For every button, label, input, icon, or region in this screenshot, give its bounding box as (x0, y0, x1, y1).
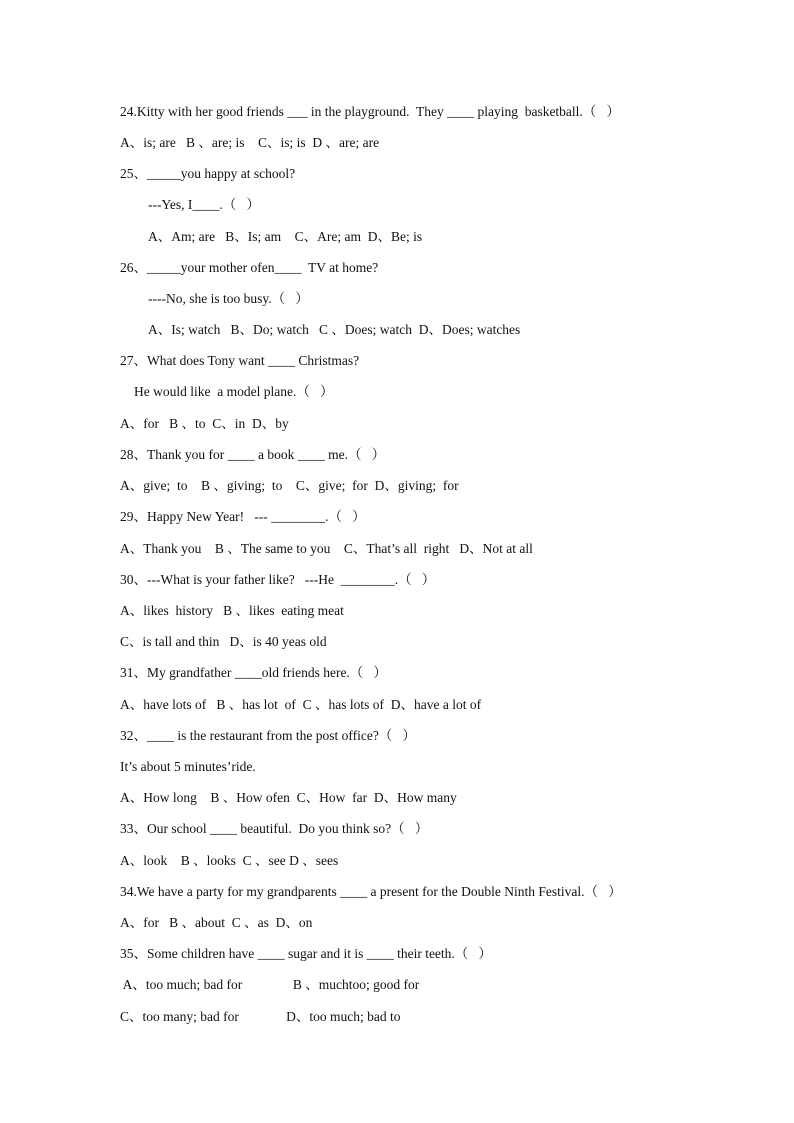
options-25: A、Am; are B、Is; am C、Are; am D、Be; is (148, 229, 423, 244)
options-34: A、for B 、about C 、as D、on (120, 915, 313, 930)
question-26: 26、_____your mother ofen____ TV at home? (120, 260, 379, 275)
question-29: 29、Happy New Year! --- ________.（ ） (120, 509, 366, 524)
question-25: 25、_____you happy at school? (120, 166, 296, 181)
question-24: 24.Kitty with her good friends ___ in the playground. They ____ playing basketball.（ ） (120, 104, 620, 119)
answer-prompt-27: He would like a model plane.（ ） (134, 384, 334, 399)
options-30-ab: A、likes history B 、likes eating meat (120, 603, 344, 618)
question-35: 35、Some children have ____ sugar and it is ____ their teeth.（ ） (120, 946, 492, 961)
answer-prompt-32: It’s about 5 minutes’ride. (120, 759, 256, 774)
options-32: A、How long B 、How ofen C、How far D、How many (120, 790, 457, 805)
options-30-cd: C、is tall and thin D、is 40 yeas old (120, 634, 327, 649)
options-33: A、look B 、looks C 、see D 、sees (120, 853, 339, 868)
options-27: A、for B 、to C、in D、by (120, 416, 289, 431)
options-28: A、give; to B 、giving; to C、give; for D、giving; for (120, 478, 459, 493)
question-30: 30、---What is your father like? ---He ________.（ ） (120, 572, 436, 587)
options-24: A、is; are B 、are; is C、is; is D 、are; are (120, 135, 380, 150)
question-33: 33、Our school ____ beautiful. Do you think so?（ ） (120, 821, 429, 836)
options-26: A、Is; watch B、Do; watch C 、Does; watch D、Does; watches (148, 322, 521, 337)
question-28: 28、Thank you for ____ a book ____ me.（ ） (120, 447, 386, 462)
options-35-cd: C、too many; bad for D、too much; bad to (120, 1009, 401, 1024)
question-32: 32、____ is the restaurant from the post office?（ ） (120, 728, 416, 743)
answer-prompt-25: ---Yes, I____.（ ） (148, 197, 260, 212)
options-29: A、Thank you B 、The same to you C、That’s all right D、Not at all (120, 541, 533, 556)
question-31: 31、My grandfather ____old friends here.（ ） (120, 665, 387, 680)
options-35-ab: A、too much; bad for B 、muchtoo; good for (120, 977, 420, 992)
question-27: 27、What does Tony want ____ Christmas? (120, 353, 360, 368)
question-34: 34.We have a party for my grandparents ____ a present for the Double Ninth Festival.（ ） (120, 884, 622, 899)
options-31: A、have lots of B 、has lot of C 、has lots of D、have a lot of (120, 697, 482, 712)
answer-prompt-26: ----No, she is too busy.（ ） (148, 291, 309, 306)
